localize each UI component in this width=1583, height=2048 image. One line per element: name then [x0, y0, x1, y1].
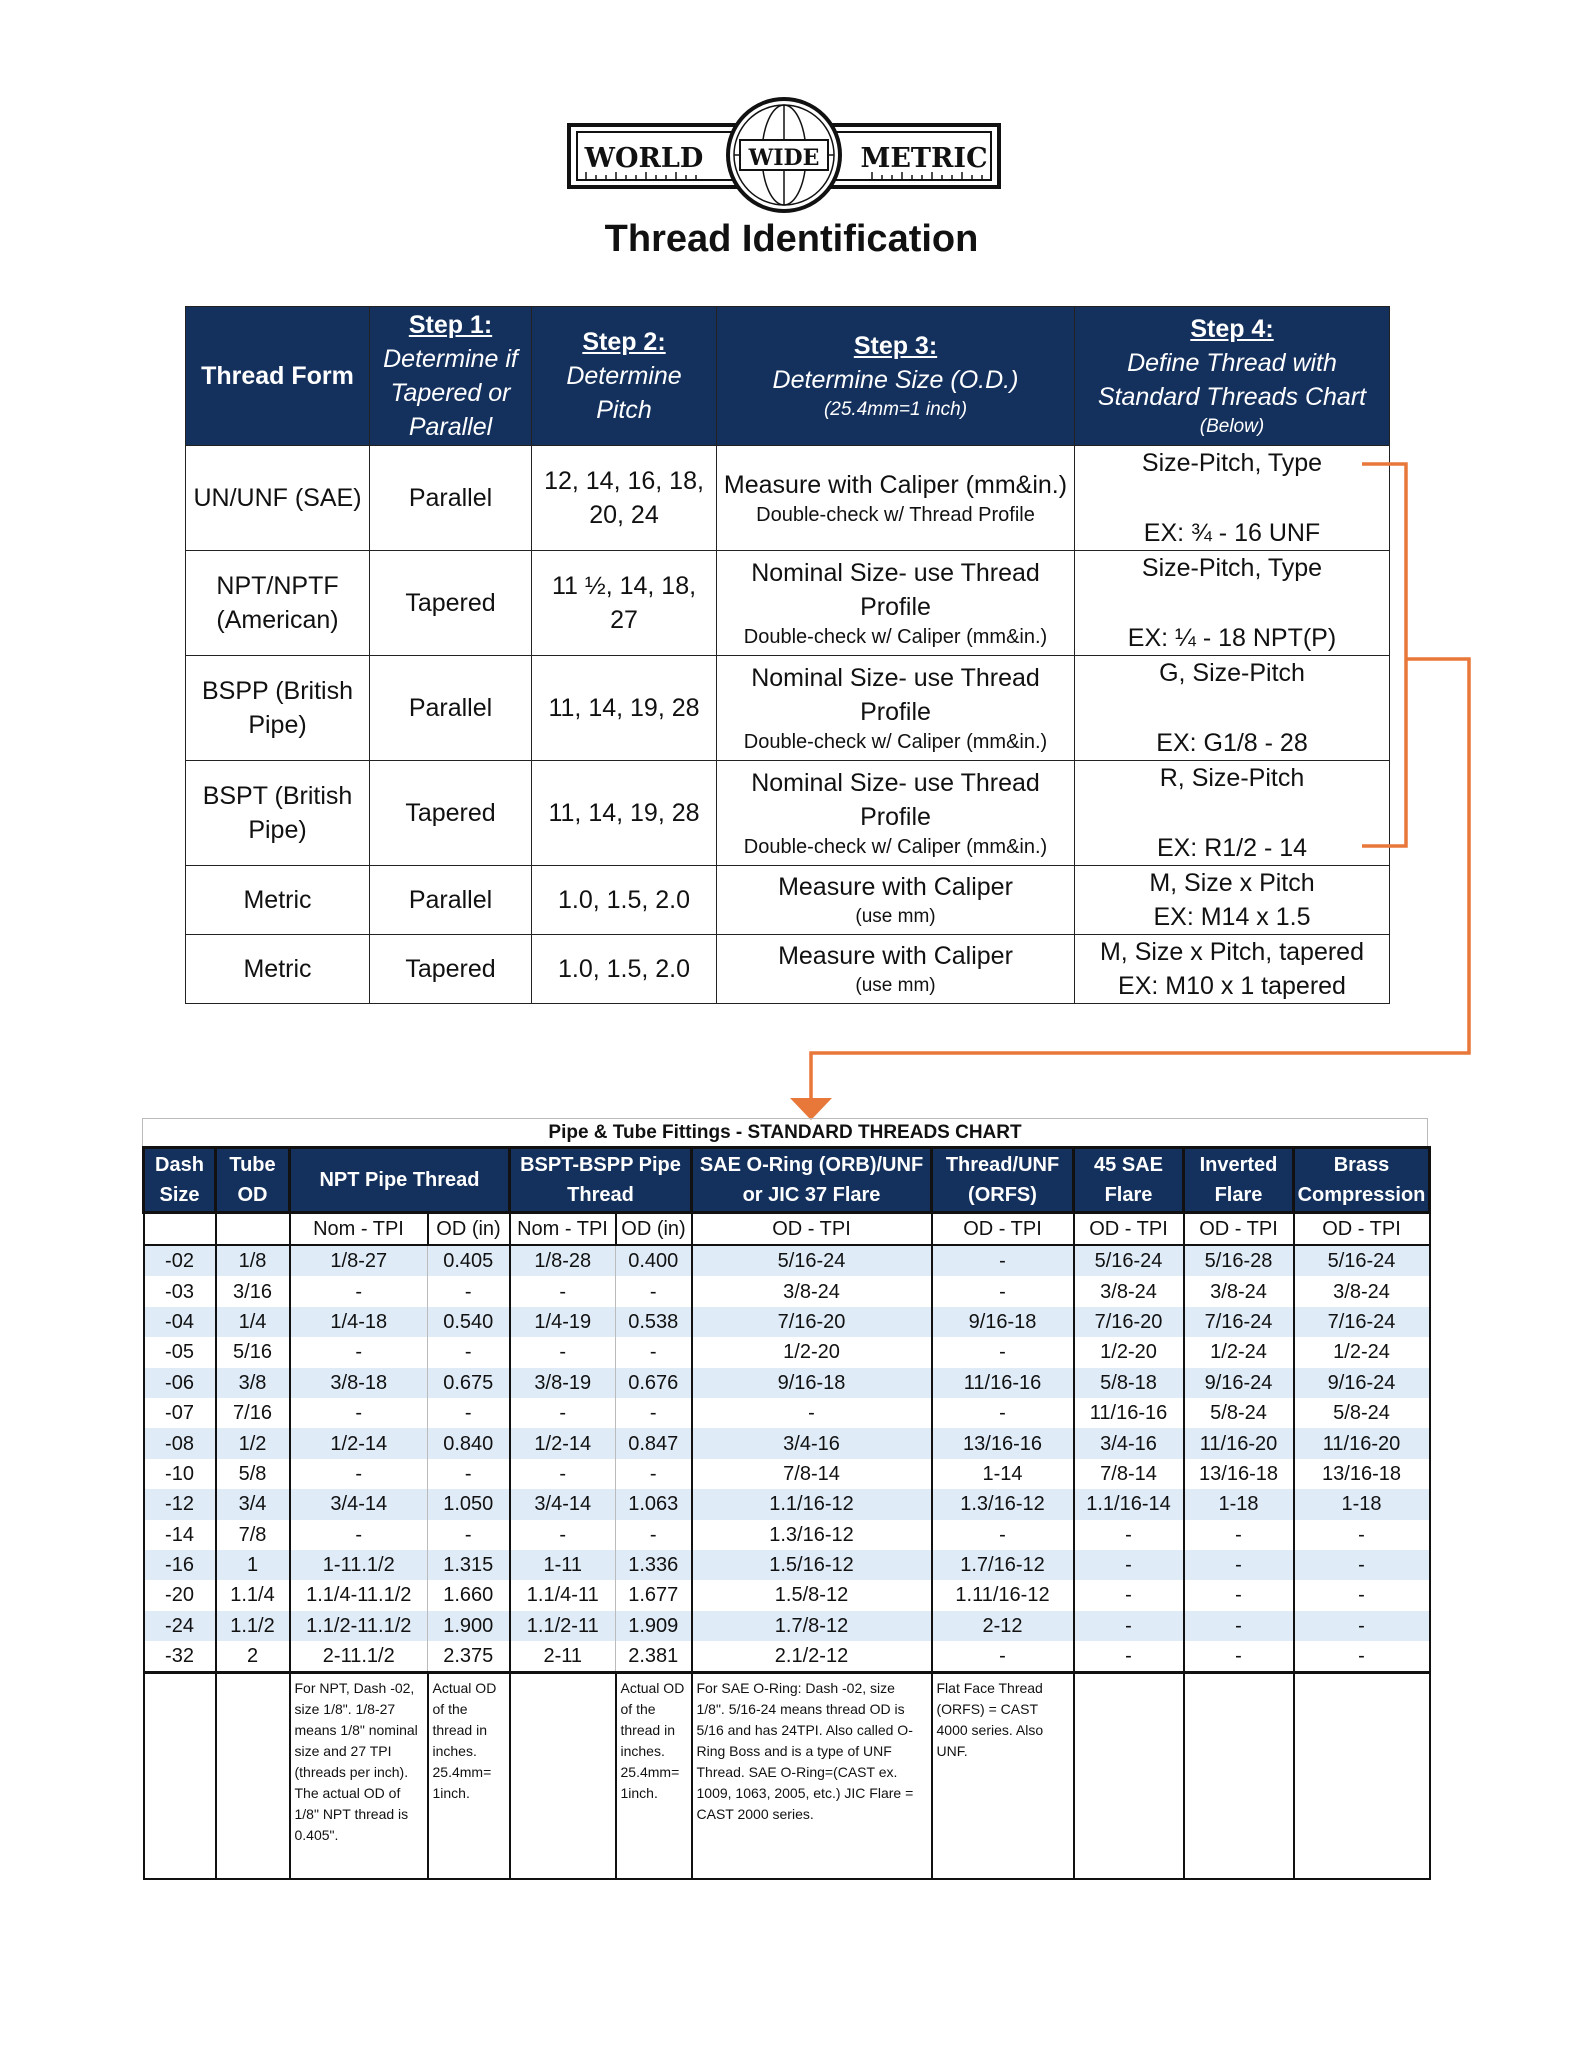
- size-method: [717, 551, 1075, 656]
- definition-format: R, Size-Pitch: [1159, 764, 1305, 792]
- thread-row-metric-tapered: [186, 935, 1390, 1004]
- chart-cell: 1-11.1/2: [290, 1550, 428, 1580]
- taper-type: Parallel: [370, 866, 532, 935]
- thread-definition: [1075, 656, 1390, 761]
- chart-cell: -: [428, 1398, 510, 1428]
- step3-note: (25.4mm=1 inch): [823, 399, 968, 420]
- chart-cell: 0.840: [428, 1428, 510, 1458]
- chart-cell: 11/16-20: [1184, 1428, 1294, 1458]
- thread-table-header: [186, 307, 1390, 446]
- step3-desc: Determine Size (O.D.): [772, 366, 1019, 394]
- chart-cell: -: [510, 1276, 616, 1306]
- chart-cell: 1.11/16-12: [932, 1580, 1074, 1610]
- size-method: [717, 656, 1075, 761]
- chart-cell: -: [510, 1520, 616, 1550]
- chart-cell: 1/4-19: [510, 1307, 616, 1337]
- size-main: Measure with Caliper (mm&in.): [723, 471, 1068, 499]
- chart-cell: 1-18: [1294, 1489, 1430, 1519]
- chart-row: [144, 1580, 1430, 1610]
- chart-cell: -: [1074, 1550, 1184, 1580]
- header-orfs: Thread/UNF (ORFS): [932, 1148, 1074, 1213]
- size-main: Measure with Caliper: [778, 942, 1013, 970]
- pitch-values: 12, 14, 16, 18, 20, 24: [532, 446, 717, 551]
- chart-cell: 2.1/2-12: [692, 1641, 932, 1673]
- definition-format: Size-Pitch, Type: [1141, 554, 1323, 582]
- chart-cell: -: [290, 1337, 428, 1367]
- chart-cell: -: [1294, 1641, 1430, 1673]
- chart-row: [144, 1550, 1430, 1580]
- thread-definition: [1075, 761, 1390, 866]
- chart-cell: 1.3/16-12: [692, 1520, 932, 1550]
- chart-cell: 0.405: [428, 1245, 510, 1276]
- chart-cell: 5/16-24: [1294, 1245, 1430, 1276]
- thread-definition: [1075, 935, 1390, 1004]
- chart-cell: -: [290, 1398, 428, 1428]
- chart-cell: 1.909: [616, 1611, 692, 1641]
- chart-cell: -: [290, 1276, 428, 1306]
- chart-cell: 3/8-24: [692, 1276, 932, 1306]
- chart-cell: 7/16-20: [692, 1307, 932, 1337]
- definition-example: EX: ¾ - 16 UNF: [1143, 519, 1321, 547]
- note-empty: [1074, 1673, 1184, 1880]
- chart-cell: 7/8-14: [1074, 1459, 1184, 1489]
- chart-cell: -: [1294, 1611, 1430, 1641]
- chart-cell: 1.677: [616, 1580, 692, 1610]
- thread-row-metric-parallel: [186, 866, 1390, 935]
- chart-cell: 1.1/2-11.1/2: [290, 1611, 428, 1641]
- chart-cell: -: [1184, 1580, 1294, 1610]
- definition-example: EX: ¼ - 18 NPT(P): [1127, 624, 1337, 652]
- step4-note: (Below): [1199, 416, 1265, 437]
- chart-cell: -: [428, 1337, 510, 1367]
- chart-cell: 2: [216, 1641, 290, 1673]
- size-sub: Double-check w/ Thread Profile: [756, 504, 1035, 526]
- header-inverted-flare: Inverted Flare: [1184, 1148, 1294, 1213]
- definition-format: M, Size x Pitch: [1149, 869, 1315, 897]
- header-45-flare: 45 SAE Flare: [1074, 1148, 1184, 1213]
- chart-cell: 9/16-18: [932, 1307, 1074, 1337]
- chart-cell: 2-11.1/2: [290, 1641, 428, 1673]
- header-brass: Brass Compression: [1294, 1148, 1430, 1213]
- chart-cell: 1/8: [216, 1245, 290, 1276]
- taper-type: Tapered: [370, 551, 532, 656]
- taper-type: Parallel: [370, 446, 532, 551]
- chart-cell: 5/8-18: [1074, 1368, 1184, 1398]
- chart-cell: -: [616, 1459, 692, 1489]
- note-npt-od: Actual OD of the thread in inches. 25.4mm= 1inch.: [428, 1673, 510, 1880]
- chart-cell: -: [1294, 1580, 1430, 1610]
- chart-cell: 2.381: [616, 1641, 692, 1673]
- standard-threads-chart: [142, 1146, 1431, 1880]
- note-empty: [216, 1673, 290, 1880]
- chart-cell: -16: [144, 1550, 216, 1580]
- chart-cell: 1/2-20: [1074, 1337, 1184, 1367]
- header-npt: NPT Pipe Thread: [290, 1148, 510, 1213]
- chart-cell: 1-18: [1184, 1489, 1294, 1519]
- chart-row: [144, 1520, 1430, 1550]
- chart-cell: 5/8-24: [1184, 1398, 1294, 1428]
- subheader: OD - TPI: [1294, 1213, 1430, 1246]
- chart-cell: -: [932, 1641, 1074, 1673]
- chart-row: [144, 1428, 1430, 1458]
- chart-cell: 1-11: [510, 1550, 616, 1580]
- pitch-values: 11, 14, 19, 28: [532, 656, 717, 761]
- step2-label: Step 2:: [582, 328, 666, 356]
- chart-cell: 3/8-19: [510, 1368, 616, 1398]
- subheader: OD - TPI: [932, 1213, 1074, 1246]
- chart-cell: 7/16-24: [1184, 1307, 1294, 1337]
- chart-cell: 1.5/16-12: [692, 1550, 932, 1580]
- chart-body: [144, 1245, 1430, 1673]
- subheader: [216, 1213, 290, 1246]
- subheader: OD - TPI: [1184, 1213, 1294, 1246]
- chart-cell: 5/16-24: [1074, 1245, 1184, 1276]
- size-method: [717, 866, 1075, 935]
- note-empty: [510, 1673, 616, 1880]
- chart-cell: 1.315: [428, 1550, 510, 1580]
- chart-row: [144, 1641, 1430, 1673]
- page-title: Thread Identification: [604, 218, 979, 260]
- chart-row: [144, 1368, 1430, 1398]
- definition-format: G, Size-Pitch: [1159, 659, 1305, 687]
- chart-cell: 1.1/2-11: [510, 1611, 616, 1641]
- chart-cell: -: [1184, 1550, 1294, 1580]
- size-sub: Double-check w/ Caliper (mm&in.): [743, 731, 1048, 753]
- thread-identification-table: [185, 306, 1390, 1004]
- thread-form: UN/UNF (SAE): [186, 446, 370, 551]
- chart-row: [144, 1489, 1430, 1519]
- subheader: [144, 1213, 216, 1246]
- chart-cell: -: [428, 1520, 510, 1550]
- definition-example: EX: R1/2 - 14: [1156, 834, 1308, 862]
- note-sae: For SAE O-Ring: Dash -02, size 1/8". 5/16-24 means thread OD is 5/16 and has 24TPI. Also called O-Ring Boss and is a type of UNF Thread. SAE O-Ring=(CAST ex. 1009, 1063, 2005, etc.) JIC Flare = CAST 2000 series.: [692, 1673, 932, 1880]
- chart-cell: 2-11: [510, 1641, 616, 1673]
- chart-cell: -02: [144, 1245, 216, 1276]
- chart-cell: -: [1294, 1550, 1430, 1580]
- definition-example: EX: G1/8 - 28: [1156, 729, 1308, 757]
- chart-cell: -05: [144, 1337, 216, 1367]
- chart-cell: 2-12: [932, 1611, 1074, 1641]
- chart-cell: 5/8: [216, 1459, 290, 1489]
- chart-cell: 1.7/8-12: [692, 1611, 932, 1641]
- chart-cell: 1.1/2: [216, 1611, 290, 1641]
- chart-cell: 1/2-14: [510, 1428, 616, 1458]
- chart-cell: -: [932, 1520, 1074, 1550]
- chart-cell: 13/16-18: [1294, 1459, 1430, 1489]
- chart-cell: 1-14: [932, 1459, 1074, 1489]
- chart-cell: 1.336: [616, 1550, 692, 1580]
- chart-cell: 13/16-18: [1184, 1459, 1294, 1489]
- chart-notes-row: [144, 1673, 1430, 1880]
- taper-type: Parallel: [370, 656, 532, 761]
- chart-cell: 1.1/4: [216, 1580, 290, 1610]
- arrow-head-icon: [790, 1098, 832, 1120]
- chart-cell: -: [1074, 1641, 1184, 1673]
- chart-cell: 1.063: [616, 1489, 692, 1519]
- chart-cell: 1.1/4-11: [510, 1580, 616, 1610]
- chart-cell: 1/8-27: [290, 1245, 428, 1276]
- chart-cell: 7/16-24: [1294, 1307, 1430, 1337]
- chart-cell: -06: [144, 1368, 216, 1398]
- pitch-values: 1.0, 1.5, 2.0: [532, 866, 717, 935]
- chart-cell: -: [510, 1398, 616, 1428]
- chart-cell: -: [616, 1276, 692, 1306]
- header-step1: [370, 307, 532, 446]
- chart-cell: 1.1/16-14: [1074, 1489, 1184, 1519]
- chart-cell: -03: [144, 1276, 216, 1306]
- chart-cell: 7/16: [216, 1398, 290, 1428]
- chart-cell: 2.375: [428, 1641, 510, 1673]
- chart-cell: 0.400: [616, 1245, 692, 1276]
- chart-cell: -04: [144, 1307, 216, 1337]
- chart-row: [144, 1276, 1430, 1306]
- thread-form: NPT/NPTF (American): [186, 551, 370, 656]
- chart-cell: -07: [144, 1398, 216, 1428]
- subheader: Nom - TPI: [510, 1213, 616, 1246]
- chart-cell: 1.1/4-11.1/2: [290, 1580, 428, 1610]
- note-bsp-od: Actual OD of the thread in inches. 25.4mm= 1inch.: [616, 1673, 692, 1880]
- size-method: [717, 935, 1075, 1004]
- size-method: [717, 761, 1075, 866]
- thread-row-unf: [186, 446, 1390, 551]
- chart-cell: -: [932, 1276, 1074, 1306]
- chart-cell: 9/16-18: [692, 1368, 932, 1398]
- thread-form: Metric: [186, 866, 370, 935]
- chart-cell: -: [616, 1520, 692, 1550]
- chart-cell: 3/4-16: [1074, 1428, 1184, 1458]
- chart-cell: 3/4-14: [290, 1489, 428, 1519]
- thread-definition: [1075, 551, 1390, 656]
- chart-cell: 3/8-24: [1294, 1276, 1430, 1306]
- chart-cell: -20: [144, 1580, 216, 1610]
- step1-desc: Determine if Tapered or Parallel: [383, 345, 518, 441]
- thread-definition: [1075, 446, 1390, 551]
- header-tube-od: Tube OD: [216, 1148, 290, 1213]
- chart-cell: 3/16: [216, 1276, 290, 1306]
- subheader: OD - TPI: [692, 1213, 932, 1246]
- note-npt-nominal: For NPT, Dash -02, size 1/8". 1/8-27 means 1/8" nominal size and 27 TPI (threads per inch). The actual OD of 1/8" NPT thread is 0.405".: [290, 1673, 428, 1880]
- logo-wide: WIDE: [748, 145, 820, 171]
- chart-cell: 1.3/16-12: [932, 1489, 1074, 1519]
- chart-cell: -10: [144, 1459, 216, 1489]
- chart-cell: 0.676: [616, 1368, 692, 1398]
- chart-cell: 9/16-24: [1294, 1368, 1430, 1398]
- thread-form: Metric: [186, 935, 370, 1004]
- chart-cell: 1/2-24: [1184, 1337, 1294, 1367]
- header-bsp: BSPT-BSPP Pipe Thread: [510, 1148, 692, 1213]
- chart-cell: 5/16-28: [1184, 1245, 1294, 1276]
- subheader: OD - TPI: [1074, 1213, 1184, 1246]
- definition-format: Size-Pitch, Type: [1141, 449, 1323, 477]
- chart-row: [144, 1459, 1430, 1489]
- chart-cell: 5/16: [216, 1337, 290, 1367]
- chart-cell: -: [1184, 1520, 1294, 1550]
- step4-desc: Define Thread with Standard Threads Chart: [1097, 349, 1367, 411]
- taper-type: Tapered: [370, 761, 532, 866]
- chart-cell: 11/16-20: [1294, 1428, 1430, 1458]
- chart-title: Pipe & Tube Fittings - STANDARD THREADS CHART: [142, 1118, 1428, 1146]
- size-main: Nominal Size- use Thread Profile: [751, 769, 1040, 831]
- header-step2: [532, 307, 717, 446]
- chart-cell: 1/4-18: [290, 1307, 428, 1337]
- header-thread-form: Thread Form: [186, 307, 370, 446]
- thread-form: BSPT (British Pipe): [186, 761, 370, 866]
- chart-cell: 0.847: [616, 1428, 692, 1458]
- chart-cell: 1/2-14: [290, 1428, 428, 1458]
- chart-cell: -: [290, 1520, 428, 1550]
- definition-example: EX: M14 x 1.5: [1153, 903, 1311, 931]
- thread-definition: [1075, 866, 1390, 935]
- chart-cell: 1/4: [216, 1307, 290, 1337]
- chart-cell: 9/16-24: [1184, 1368, 1294, 1398]
- chart-cell: 1/8-28: [510, 1245, 616, 1276]
- chart-cell: 1/2-24: [1294, 1337, 1430, 1367]
- subheader: OD (in): [428, 1213, 510, 1246]
- size-sub: (use mm): [855, 975, 936, 996]
- chart-cell: 1.050: [428, 1489, 510, 1519]
- size-main: Nominal Size- use Thread Profile: [751, 664, 1040, 726]
- chart-cell: -: [1184, 1611, 1294, 1641]
- chart-cell: -32: [144, 1641, 216, 1673]
- chart-row: [144, 1307, 1430, 1337]
- chart-cell: -: [932, 1337, 1074, 1367]
- chart-cell: 1.5/8-12: [692, 1580, 932, 1610]
- chart-cell: 1/2-20: [692, 1337, 932, 1367]
- size-method: [717, 446, 1075, 551]
- chart-cell: 1.660: [428, 1580, 510, 1610]
- chart-cell: -: [1074, 1520, 1184, 1550]
- chart-cell: -: [932, 1398, 1074, 1428]
- logo-metric: METRIC: [860, 143, 988, 174]
- header-dash-size: Dash Size: [144, 1148, 216, 1213]
- chart-cell: 3/8-24: [1074, 1276, 1184, 1306]
- note-empty: [144, 1673, 216, 1880]
- definition-example: EX: M10 x 1 tapered: [1118, 972, 1346, 1000]
- chart-cell: -12: [144, 1489, 216, 1519]
- chart-cell: 3/8: [216, 1368, 290, 1398]
- chart-row: [144, 1611, 1430, 1641]
- step3-label: Step 3:: [853, 332, 938, 360]
- chart-cell: 3/8-24: [1184, 1276, 1294, 1306]
- size-sub: (use mm): [855, 906, 936, 927]
- subheader: OD (in): [616, 1213, 692, 1246]
- header-sae: SAE O-Ring (ORB)/UNF or JIC 37 Flare: [692, 1148, 932, 1213]
- thread-row-bspt: [186, 761, 1390, 866]
- chart-cell: -: [932, 1245, 1074, 1276]
- chart-cell: -: [510, 1337, 616, 1367]
- size-sub: Double-check w/ Caliper (mm&in.): [743, 836, 1048, 858]
- chart-cell: 1.7/16-12: [932, 1550, 1074, 1580]
- chart-cell: 3/8-18: [290, 1368, 428, 1398]
- chart-cell: -: [616, 1398, 692, 1428]
- chart-cell: 13/16-16: [932, 1428, 1074, 1458]
- chart-cell: -: [1294, 1520, 1430, 1550]
- chart-cell: 5/16-24: [692, 1245, 932, 1276]
- chart-cell: -: [428, 1276, 510, 1306]
- pitch-values: 11 ½, 14, 18, 27: [532, 551, 717, 656]
- chart-cell: -: [1074, 1580, 1184, 1610]
- size-main: Nominal Size- use Thread Profile: [751, 559, 1040, 621]
- chart-cell: -: [290, 1459, 428, 1489]
- chart-cell: 11/16-16: [932, 1368, 1074, 1398]
- step4-label: Step 4:: [1190, 315, 1274, 343]
- definition-format: M, Size x Pitch, tapered: [1099, 938, 1364, 966]
- chart-cell: 7/8-14: [692, 1459, 932, 1489]
- note-empty: [1184, 1673, 1294, 1880]
- thread-row-bspp: [186, 656, 1390, 761]
- chart-subheader-row: [144, 1213, 1430, 1246]
- chart-row: [144, 1245, 1430, 1276]
- chart-cell: -: [692, 1398, 932, 1428]
- size-main: Measure with Caliper: [778, 873, 1013, 901]
- chart-cell: 3/4: [216, 1489, 290, 1519]
- chart-cell: -24: [144, 1611, 216, 1641]
- chart-cell: 11/16-16: [1074, 1398, 1184, 1428]
- world-wide-metric-logo: [566, 96, 1002, 214]
- chart-cell: -: [1074, 1611, 1184, 1641]
- pitch-values: 11, 14, 19, 28: [532, 761, 717, 866]
- step2-desc: Determine Pitch: [566, 362, 682, 424]
- chart-row: [144, 1398, 1430, 1428]
- pitch-values: 1.0, 1.5, 2.0: [532, 935, 717, 1004]
- chart-cell: 1.1/16-12: [692, 1489, 932, 1519]
- chart-row: [144, 1337, 1430, 1367]
- chart-cell: -08: [144, 1428, 216, 1458]
- step1-label: Step 1:: [408, 311, 493, 339]
- chart-cell: 7/16-20: [1074, 1307, 1184, 1337]
- chart-cell: 1/2: [216, 1428, 290, 1458]
- thread-form: BSPP (British Pipe): [186, 656, 370, 761]
- chart-cell: 0.538: [616, 1307, 692, 1337]
- chart-cell: 1: [216, 1550, 290, 1580]
- chart-cell: -: [510, 1459, 616, 1489]
- chart-cell: 0.675: [428, 1368, 510, 1398]
- note-orfs: Flat Face Thread (ORFS) = CAST 4000 series. Also UNF.: [932, 1673, 1074, 1880]
- chart-header-row: [144, 1148, 1430, 1213]
- chart-cell: 3/4-14: [510, 1489, 616, 1519]
- chart-cell: -14: [144, 1520, 216, 1550]
- header-step4: [1075, 307, 1390, 446]
- subheader: Nom - TPI: [290, 1213, 428, 1246]
- taper-type: Tapered: [370, 935, 532, 1004]
- size-sub: Double-check w/ Caliper (mm&in.): [743, 626, 1048, 648]
- chart-cell: 1.900: [428, 1611, 510, 1641]
- chart-cell: 5/8-24: [1294, 1398, 1430, 1428]
- chart-cell: 7/8: [216, 1520, 290, 1550]
- chart-cell: -: [428, 1459, 510, 1489]
- chart-cell: -: [616, 1337, 692, 1367]
- thread-row-npt: [186, 551, 1390, 656]
- logo-world: WORLD: [584, 143, 704, 174]
- note-empty: [1294, 1673, 1430, 1880]
- chart-cell: -: [1184, 1641, 1294, 1673]
- chart-cell: 3/4-16: [692, 1428, 932, 1458]
- chart-cell: 0.540: [428, 1307, 510, 1337]
- header-step3: [717, 307, 1075, 446]
